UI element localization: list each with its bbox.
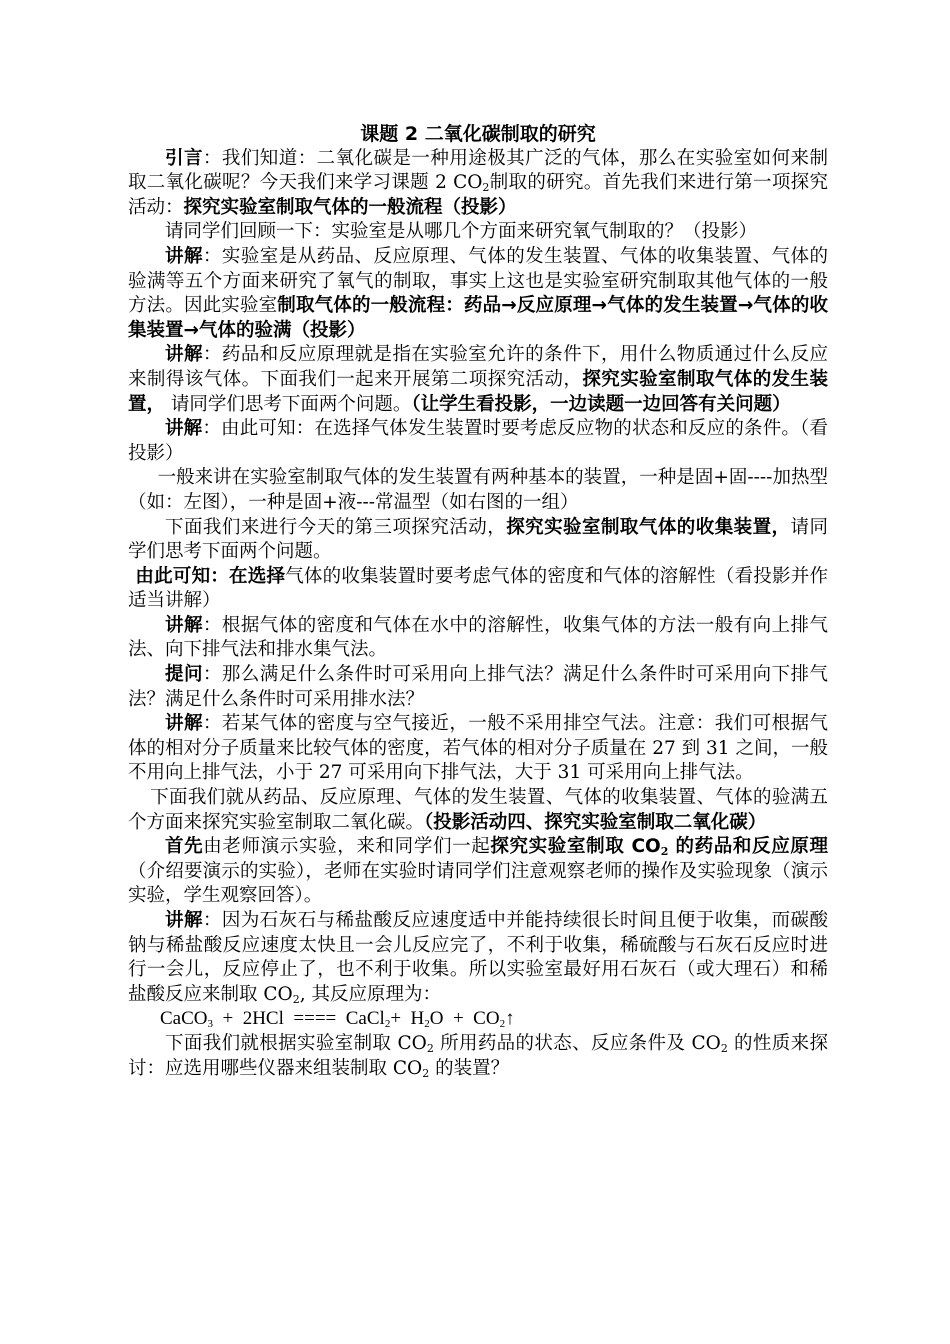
lead-label: 引言 bbox=[165, 147, 203, 169]
document-title bbox=[128, 122, 828, 147]
bold-run: 探究实验室制取 CO bbox=[490, 836, 661, 858]
eq-term: ↑ bbox=[505, 1008, 515, 1030]
paragraph-14 bbox=[128, 909, 828, 1007]
subscript: 3 bbox=[207, 1018, 213, 1031]
bold-run: 探究实验室制取气体的发生装置， bbox=[128, 368, 828, 415]
text-run: ：药品和反应原理就是指在实验室允许的条件下，用什么物质通过什么反应来制得该气体。下面我们一起来开展第二项探究活动， bbox=[128, 344, 828, 390]
paragraph-2 bbox=[128, 220, 828, 245]
text-run: 请同学们回顾一下：实验室是从哪几个方面来研究氧气制取的？（投影） bbox=[165, 221, 758, 243]
lead-label: 讲解 bbox=[165, 245, 203, 267]
text-run: ：实验室是从药品、反应原理、气体的发生装置、气体的收集装置、气体的验满等五个方面来研究了氧气的制取，事实上这也是实验室研究制取其他气体的一般方法。因此实验室 bbox=[128, 245, 828, 317]
text-run: ：因为石灰石与稀盐酸反应速度适中并能持续很长时间且便于收集，而碳酸钠与稀盐酸反应速度太快且一会儿反应完了，不利于收集，稀硫酸与石灰石反应时进行一会儿，反应停止了，也不利于收集。所以实验室最好用石灰石（或大理石）和稀盐酸反应来制取 CO bbox=[128, 910, 828, 1005]
paragraph-15 bbox=[128, 1032, 828, 1081]
title-text: 课题 2 二氧化碳制取的研究 bbox=[360, 123, 596, 145]
lead-label: 讲解 bbox=[165, 614, 203, 636]
bold-run: （投影活动四、探究实验室制取二氧化碳） bbox=[424, 811, 767, 833]
eq-term: CaCO bbox=[160, 1008, 208, 1030]
subscript: 2 bbox=[499, 1018, 506, 1031]
lead-label: 讲解 bbox=[165, 910, 203, 931]
lead-label: 首先 bbox=[165, 836, 204, 858]
text-run: 制取的研究。首先我们来进行第一项探究活动： bbox=[128, 172, 828, 218]
paragraph-5 bbox=[128, 417, 828, 466]
subscript: 2 bbox=[660, 845, 669, 859]
text-run: 一般来讲在实验室制取气体的发生装置有两种基本的装置，一种是固+固----加热型（如：左图），一种是固+液---常温型（如右图的一组） bbox=[128, 467, 828, 513]
text-run: 气体的收集装置时要考虑气体的密度和气体的溶解性（看投影并作适当讲解） bbox=[128, 565, 828, 612]
eq-term: + 2HCl ==== CaCl bbox=[213, 1008, 385, 1030]
bold-run: （让学生看投影，一边读题一边回答有关问题） bbox=[411, 393, 791, 415]
eq-term: + H bbox=[390, 1008, 425, 1030]
paragraph-9 bbox=[128, 614, 828, 663]
text-run: ：根据气体的密度和气体在水中的溶解性，收集气体的方法一般有向上排气法、向下排气法和排水集气法。 bbox=[128, 614, 828, 661]
text-run: ：我们知道：二氧化碳是一种用途极其广泛的气体，那么在实验室如何来制取二氧化碳呢？今天我们来学习课题 2 CO bbox=[128, 147, 828, 194]
text-run: 下面我们就从药品、反应原理、气体的发生装置、气体的收集装置、气体的验满五个方面来探究实验室制取二氧化碳。 bbox=[128, 787, 828, 833]
paragraph-11 bbox=[128, 712, 828, 786]
paragraph-10 bbox=[128, 663, 828, 712]
text-run: ：若某气体的密度与空气接近，一般不采用排空气法。注意：我们可根据气体的相对分子质量来比较气体的密度，若气体的相对分子质量在 27 到 31 之间，一般不用向上排气法，小于 27 可采用向下排气法，大于 31 可采用向上排气法。 bbox=[128, 713, 828, 784]
paragraph-7 bbox=[128, 516, 828, 565]
text-run: 请同学们思考下面两个问题。 bbox=[128, 516, 828, 563]
text-run: 的性质来探讨：应选用哪些仪器来组装制取 CO bbox=[128, 1032, 828, 1079]
text-run: ：由此可知：在选择气体发生装置时要考虑反应物的状态和反应的条件。（看投影） bbox=[128, 418, 828, 464]
paragraph-4 bbox=[128, 343, 828, 417]
paragraph-6 bbox=[128, 466, 828, 515]
text-run: 下面我们来进行今天的第三项探究活动， bbox=[165, 516, 507, 538]
lead-label: 讲解 bbox=[165, 713, 203, 735]
paragraph-intro bbox=[128, 147, 828, 221]
subscript: 2 bbox=[422, 1066, 430, 1080]
paragraph-8 bbox=[128, 565, 828, 614]
text-run: （介绍要演示的实验），老师在实验时请同学们注意观察老师的操作及实验现象（演示实验，学生观察回答）。 bbox=[128, 860, 828, 907]
bold-run: 制取气体的一般流程：药品→反应原理→气体的发生装置→气体的收集装置→气体的验满（投影） bbox=[128, 295, 828, 341]
paragraph-3 bbox=[128, 245, 828, 343]
lead-label: 提问 bbox=[165, 664, 203, 686]
text-run: ：那么满足什么条件时可采用向上排气法？满足什么条件时可采用向下排气法？满足什么条件时可采用排水法？ bbox=[128, 664, 828, 710]
eq-term: O + CO bbox=[429, 1008, 500, 1030]
subscript: 2 bbox=[424, 1018, 430, 1031]
bold-run: 的药品和反应原理 bbox=[668, 836, 828, 858]
paragraph-12 bbox=[128, 786, 828, 835]
paragraph-13 bbox=[128, 835, 828, 909]
bold-run: 探究实验室制取气体的一般流程（投影） bbox=[183, 196, 517, 218]
bold-run: 由此可知：在选择 bbox=[135, 565, 286, 587]
lead-label: 讲解 bbox=[165, 418, 203, 440]
text-run: 由老师演示实验，来和同学们一起 bbox=[203, 836, 491, 858]
bold-run: 探究实验室制取气体的收集装置， bbox=[506, 516, 791, 538]
subscript: 2 bbox=[292, 992, 300, 1006]
subscript: 2 bbox=[384, 1018, 391, 1031]
text-run: , 其反应原理为： bbox=[299, 983, 441, 1005]
subscript: 2 bbox=[720, 1041, 728, 1055]
subscript: 2 bbox=[482, 181, 490, 195]
text-run: 请同学们思考下面两个问题。 bbox=[165, 393, 412, 415]
text-run: 下面我们就根据实验室制取 CO bbox=[165, 1032, 427, 1054]
document-page bbox=[128, 122, 828, 1081]
text-run: 所用药品的状态、反应条件及 CO bbox=[433, 1032, 721, 1054]
subscript: 2 bbox=[426, 1041, 434, 1055]
text-run: 的装置？ bbox=[429, 1057, 510, 1079]
lead-label: 讲解 bbox=[165, 344, 203, 366]
chemical-equation bbox=[128, 1007, 828, 1032]
